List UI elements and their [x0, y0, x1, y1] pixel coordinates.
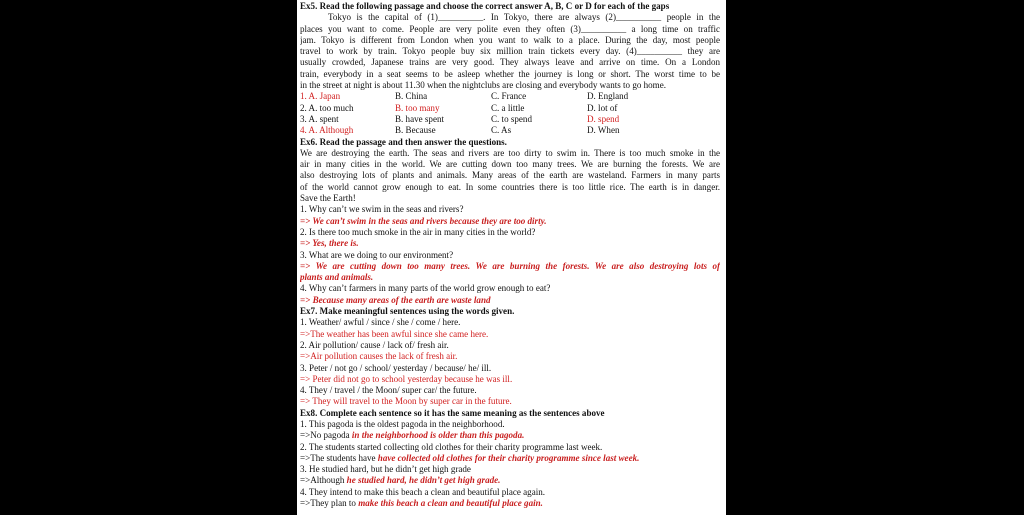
- ex6-answer-4: => Because many areas of the earth are waste land: [300, 294, 491, 305]
- ex7-question-1: 1. Weather/ awful / since / she / come / here.: [300, 317, 461, 328]
- ex7-title: Ex7. Make meaningful sentences using the words given.: [300, 306, 515, 317]
- ex5-option-row: [300, 103, 720, 114]
- ex6-title: Ex6. Read the passage and then answer the questions.: [300, 136, 507, 147]
- ex5-option-row: [300, 91, 720, 102]
- option-3c: C. to spend: [491, 113, 532, 124]
- ex8-answer-3: he studied hard, he didn’t get high grade.: [346, 475, 501, 486]
- ex8-answer-1: in the neighborhood is older than this pagoda.: [351, 430, 525, 441]
- option-2d: D. lot of: [587, 102, 618, 113]
- ex5-passage-line: in the street at night is about 11.30 when the nightclubs are closing and everybody wants to go home.: [300, 80, 666, 91]
- ex6-passage-end: Save the Earth!: [300, 193, 356, 204]
- ex6-answer-3-line-1: => We are cutting down too many trees. We are burning the forests. We are also destroying lots of: [300, 260, 720, 271]
- ex8-question-2: 2. The students started collecting old clothes for their charity programme last week.: [300, 441, 603, 452]
- option-4b: B. Because: [395, 125, 436, 136]
- ex7-question-3: 3. Peter / not go / school/ yesterday / because/ he/ ill.: [300, 362, 492, 373]
- ex5-passage-line: places you want to come. People are very polite even they often (3)__________ a long time on traffic: [300, 23, 720, 34]
- option-4c: C. As: [491, 125, 512, 136]
- option-4a-correct: 4. A. Although: [300, 125, 354, 136]
- ex7-question-2: 2. Air pollution/ cause / lack of/ fresh air.: [300, 339, 449, 350]
- ex8-answer-4: make this beach a clean and beautiful place gain.: [358, 498, 543, 509]
- ex6-question-2: 2. Is there too much smoke in the air in many cities in the world?: [300, 226, 536, 237]
- ex5-option-row: [300, 114, 720, 125]
- ex7-answer-2: =>Air pollution causes the lack of fresh air.: [300, 351, 458, 362]
- ex6-question-1: 1. Why can’t we swim in the seas and rivers?: [300, 204, 464, 215]
- option-3a: 3. A. spent: [300, 113, 339, 124]
- ex6-passage-line: air in many cities in the world. We are cutting down too many trees. We are burning the forests. We are: [300, 159, 720, 170]
- ex8-answer-1-row: [300, 430, 720, 441]
- ex8-question-3: 3. He studied hard, but he didn’t get high grade: [300, 464, 471, 475]
- option-4d: D. When: [587, 125, 620, 136]
- ex7-question-4: 4. They / travel / the Moon/ super car/ the future.: [300, 385, 477, 396]
- ex7-answer-3: => Peter did not go to school yesterday because he was ill.: [300, 373, 513, 384]
- ex6-question-3: 3. What are we doing to our environment?: [300, 249, 454, 260]
- ex5-passage-line: train, everybody in a seat seems to be asleep whether the journey is long or short. The worst time to be: [300, 68, 720, 79]
- option-1c: C. France: [491, 91, 527, 102]
- ex8-answer-4-row: [300, 498, 720, 509]
- document-page: [297, 0, 726, 515]
- ex5-passage-line: jam. Tokyo is different from London when you want to walk to a place. During the day, most people: [300, 34, 720, 45]
- ex5-passage-line: usually crowded, Japanese trains are very good. They always leave and arrive on time. On a London: [300, 57, 720, 68]
- ex7-answer-1: =>The weather has been awful since she came here.: [300, 328, 489, 339]
- ex8-prompt-4: =>They plan to: [300, 498, 359, 509]
- ex8-question-1: 1. This pagoda is the oldest pagoda in the neighborhood.: [300, 418, 505, 429]
- ex6-question-4: 4. Why can’t farmers in many parts of the world grow enough to eat?: [300, 283, 551, 294]
- option-2c: C. a little: [491, 102, 525, 113]
- ex8-answer-3-row: [300, 475, 720, 486]
- ex5-title: Ex5. Read the following passage and choose the correct answer A, B, C or D for each of the gaps: [300, 1, 670, 11]
- ex7-answer-4: => They will travel to the Moon by super car in the future.: [300, 396, 512, 407]
- ex5-passage-line: Tokyo is the capital of (1)__________. In Tokyo, there are always (2)__________ people in the: [328, 12, 720, 23]
- option-3d-correct: D. spend: [587, 113, 620, 124]
- ex8-prompt-1: =>No pagoda: [300, 430, 352, 441]
- ex6-answer-2: => Yes, there is.: [300, 238, 359, 249]
- ex8-question-4: 4. They intend to make this beach a clean and beautiful place again.: [300, 486, 546, 497]
- ex5-passage-line: travel to work by train. Tokyo people buy six million train tickets every day. (4)__________ they are: [300, 46, 720, 57]
- ex6-answer-1: => We can’t swim in the seas and rivers because they are too dirty.: [300, 215, 547, 226]
- option-3b: B. have spent: [395, 113, 444, 124]
- option-1b: B. China: [395, 91, 428, 102]
- option-2a: 2. A. too much: [300, 102, 354, 113]
- ex6-answer-3-line-2: plants and animals.: [300, 272, 374, 283]
- ex6-passage-line: also destroying lots of plants and animals. Many areas of the earth are wasteland. Farmers in many parts: [300, 170, 720, 181]
- option-1a-correct: 1. A. Japan: [300, 91, 341, 102]
- ex8-prompt-3: =>Although: [300, 475, 347, 486]
- ex6-passage-line: We are destroying the earth. The seas and rivers are too dirty to swim in. There is too much smoke in the: [300, 147, 720, 158]
- ex8-prompt-2: =>The students have: [300, 452, 378, 463]
- ex5-option-row: [300, 125, 720, 136]
- ex8-answer-2-row: [300, 453, 720, 464]
- option-2b-correct: B. too many: [395, 102, 440, 113]
- option-1d: D. England: [587, 91, 629, 102]
- ex8-title: Ex8. Complete each sentence so it has the same meaning as the sentences above: [300, 407, 605, 418]
- ex8-answer-2: have collected old clothes for their charity programme since last week.: [377, 452, 640, 463]
- ex6-passage-line: of the world cannot grow enough to eat. In some countries there is too little rice. The earth is in danger.: [300, 181, 720, 192]
